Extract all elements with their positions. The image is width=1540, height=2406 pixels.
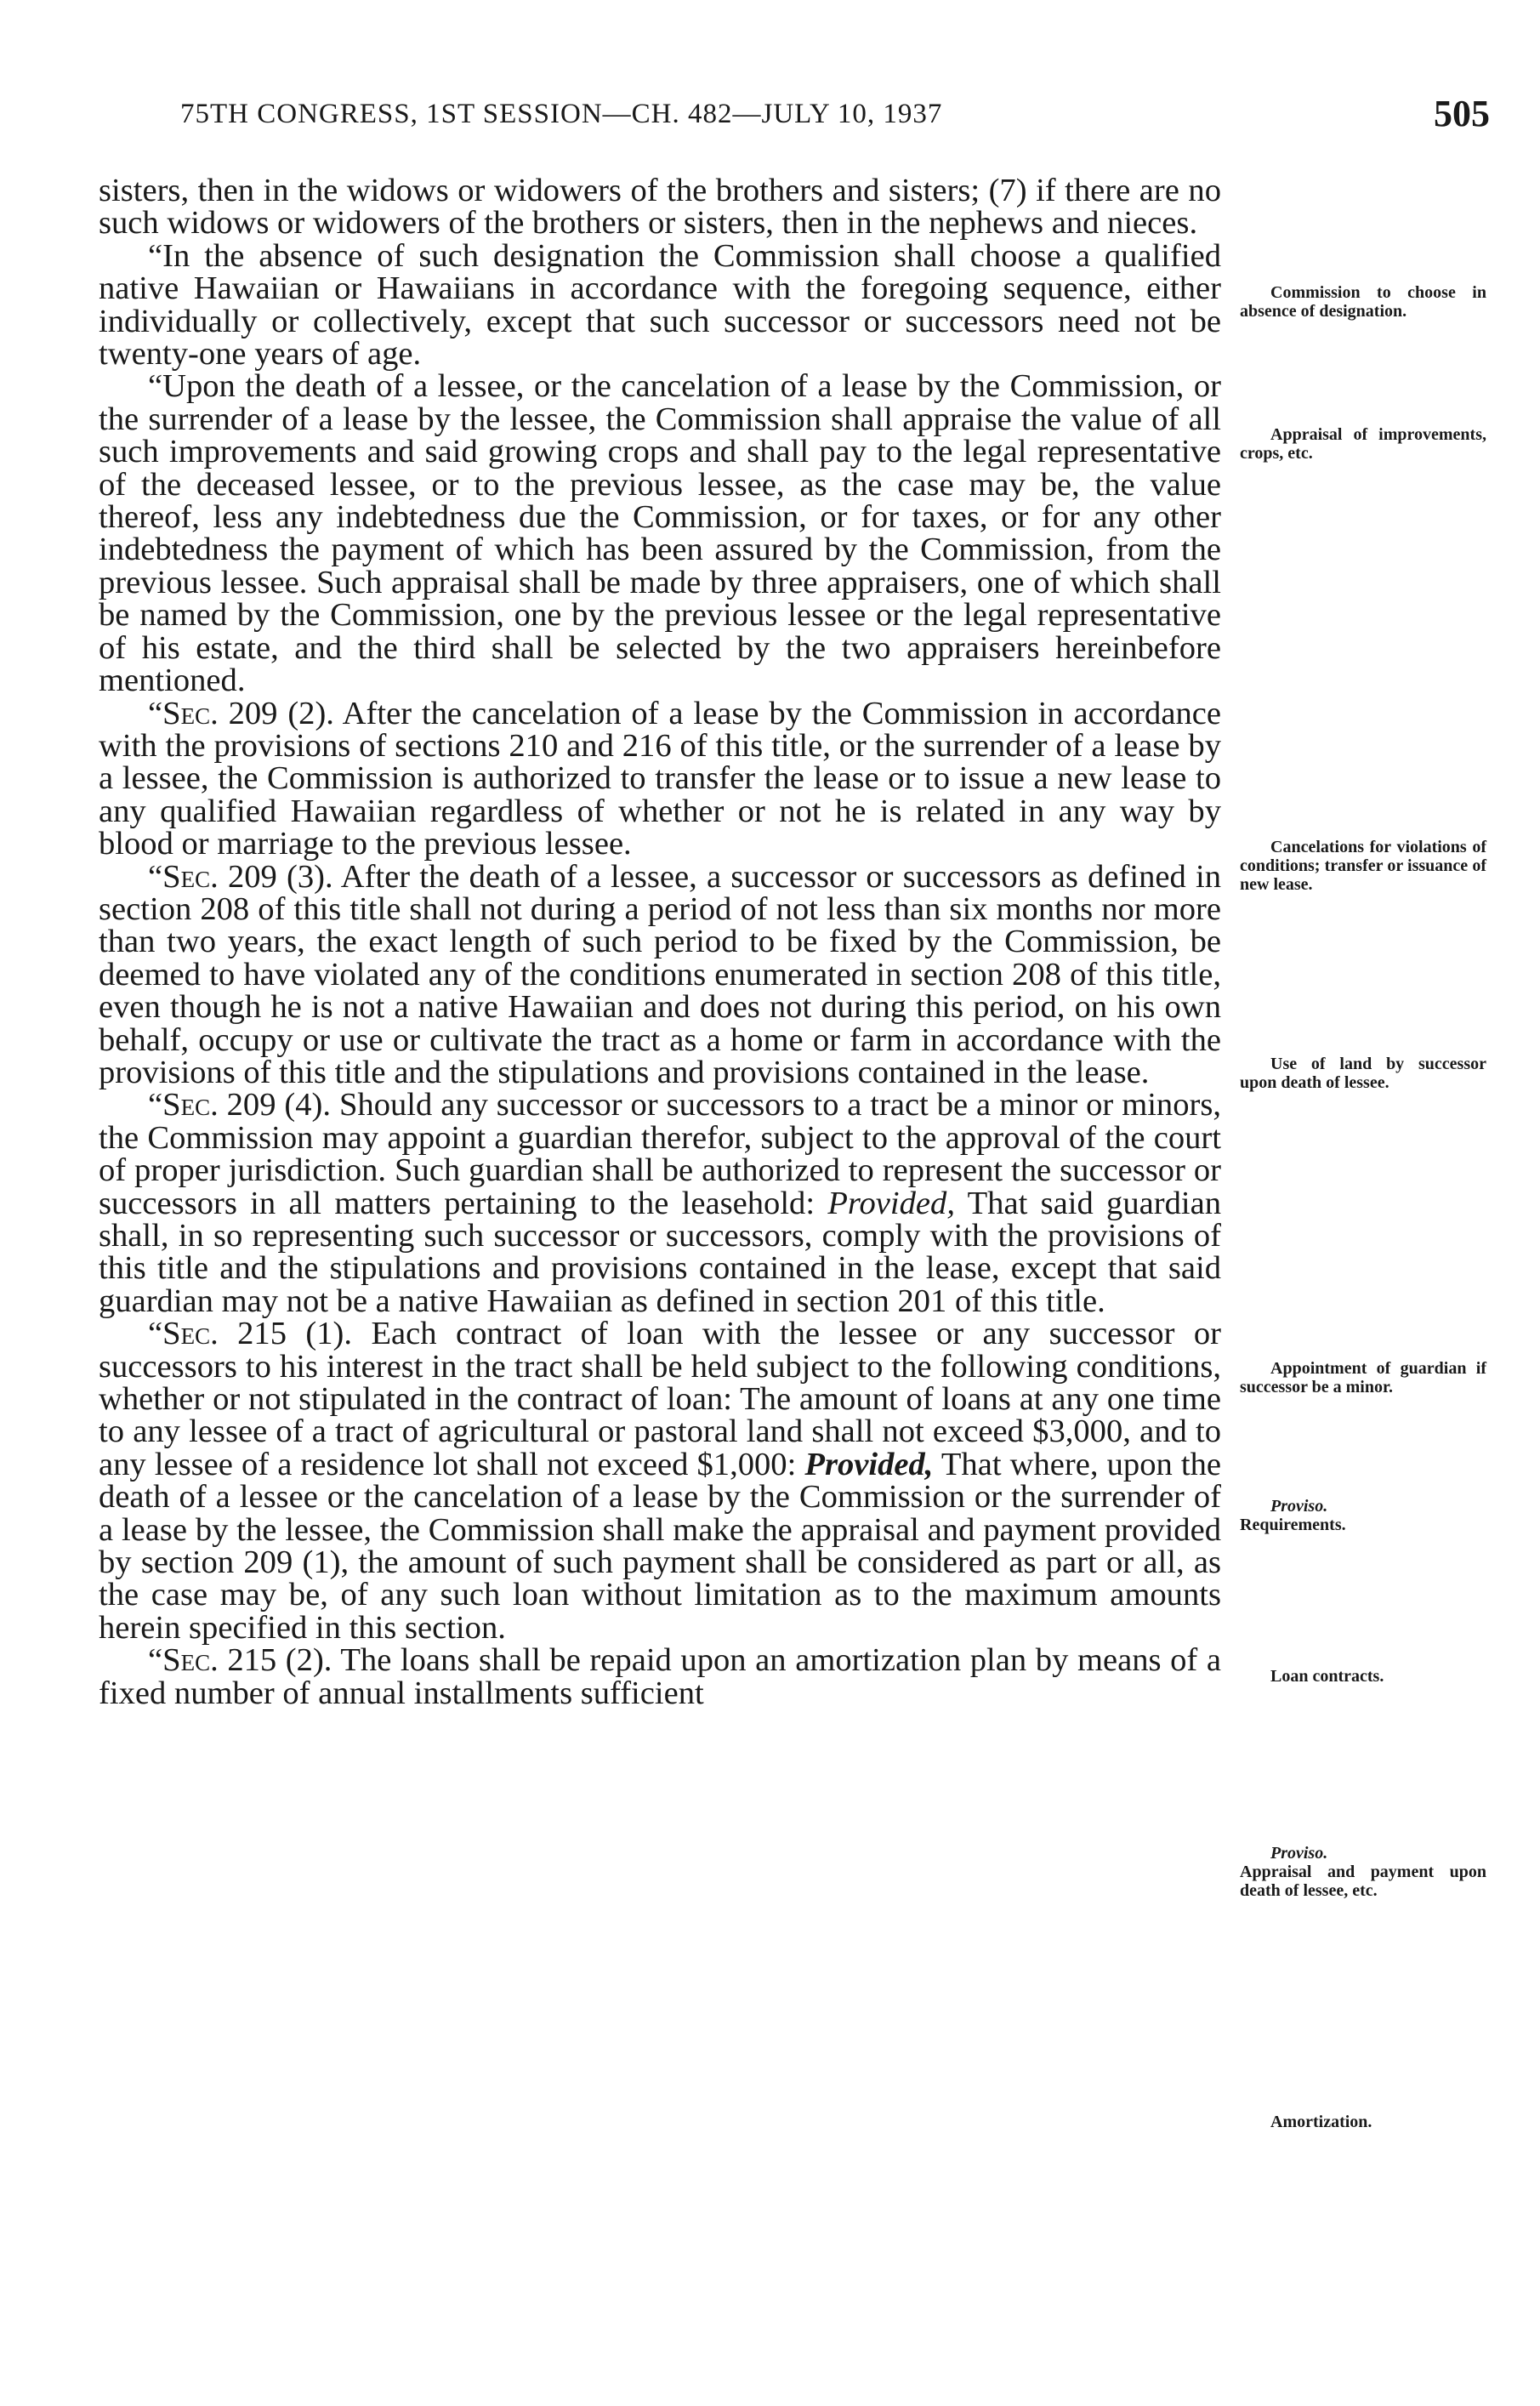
paragraph-appraisal xyxy=(99,370,1221,697)
margin-note-text: Requirements. xyxy=(1240,1516,1346,1534)
margin-note-use-of-land: Use of land by successor upon death of lessee. xyxy=(1240,1055,1486,1092)
section-label: Sec. xyxy=(162,1087,219,1123)
margin-note-appraisal: Appraisal of improvements, crops, etc. xyxy=(1240,425,1486,463)
paragraph-sec-209-4 xyxy=(99,1089,1221,1317)
open-quote: “ xyxy=(148,1087,163,1123)
margin-note-amortization: Amortization. xyxy=(1270,2113,1372,2131)
open-quote: “ xyxy=(148,1316,163,1352)
paragraph-sec-209-2 xyxy=(99,697,1221,861)
open-quote: “ xyxy=(148,695,163,731)
margin-note-appraisal-payment xyxy=(1240,1844,1486,1900)
section-label: Sec. xyxy=(162,858,219,895)
paragraph-text: That where, upon the death of a lessee or the cancelation of a lease by the Commission or the surrender of a lease by the lessee, the Commission shall make the appraisal and payment provided by section 209 (1), the amount of such payment shall be considered as part or all, as the case may be, of any such loan without limitation as to the maximum amounts herein specified in this section. xyxy=(99,1446,1221,1646)
paragraph-text: 215 (2). The loans shall be repaid upon an amortization plan by means of a fixed number of annual installments sufficient xyxy=(99,1642,1221,1711)
section-label: Sec. xyxy=(162,695,219,731)
open-quote: “ xyxy=(148,858,163,895)
paragraph-text: “Upon the death of a lessee, or the cancelation of a lease by the Commission, or the surrender of a lease by the lessee, the Commission shall appraise the value of all such improvements and said growing crops and shall pay to the legal representative of the deceased lessee, or to the previous lessee, as the case may be, the value thereof, less any indebtedness due the Commission, or for taxes, or for any other indebtedness the payment of which has been assured by the Commission, from the previous lessee. Such appraisal shall be made by three appraisers, one of which shall be named by the Commission, one by the previous lessee or the legal representative of his estate, and the third shall be selected by the two appraisers hereinbefore mentioned. xyxy=(99,368,1221,699)
section-label: Sec. xyxy=(162,1316,219,1352)
paragraph-continuation xyxy=(99,174,1221,240)
paragraph-text: 209 (3). After the death of a lessee, a successor or successors as defined in section 208 of this title shall not during a period of not less than six months nor more than two years, the exact length of such period to be fixed by the Commission, be deemed to have violated any of the conditions enumerated in section 208 of this title, even though he is not a native Hawaiian and does not during this period, on his own behalf, occupy or use or cultivate the tract as a home or farm in accordance with the provisions of this title and the stipulations and provisions contained in the lease. xyxy=(99,858,1221,1090)
paragraph-text: 209 (4). Should any successor or successors to a tract be a minor or minors, the Commission may appoint a guardian therefor, subject to the approval of the court of proper jurisdiction. Such guardian shall be authorized to represent the successor or successors in all matters pertaining to the leasehold: xyxy=(99,1087,1221,1221)
paragraph-sec-209-3 xyxy=(99,858,1221,1090)
proviso-label: Proviso. xyxy=(1270,1497,1328,1516)
margin-note-guardian: Appointment of guardian if successor be a minor. xyxy=(1240,1359,1486,1396)
page-number: 505 xyxy=(1434,93,1490,134)
paragraph-text: “In the absence of such designation the Commission shall choose a qualified native Hawaiian or Hawaiians in accordance with the foregoing sequence, either individually or collectively, except that such successor or successors need not be twenty-one years of age. xyxy=(99,237,1221,373)
paragraph-sec-215-1 xyxy=(99,1317,1221,1644)
paragraph-text: That said guardian shall, in so representing such successor or successors, comply with the provisions of this title and the stipulations and provisions contained in the lease, except that said guardian may not be a native Hawaiian as defined in section 201 of this title. xyxy=(99,1185,1222,1319)
open-quote: “ xyxy=(148,1642,163,1679)
running-head: 75TH CONGRESS, 1ST SESSION—CH. 482—JULY 10, 1937 xyxy=(180,99,943,129)
statute-body xyxy=(99,174,1221,1709)
margin-notes xyxy=(1240,0,1486,2406)
proviso-label: Proviso. xyxy=(1270,1844,1328,1863)
paragraph-text: sisters, then in the widows or widowers of the brothers and sisters; (7) if there are no such widows or widowers of the brothers or sisters, then in the nephews and nieces. xyxy=(99,173,1221,242)
margin-note-loan-contracts: Loan contracts. xyxy=(1270,1667,1384,1686)
paragraph-text: 215 (1). Each contract of loan with the lessee or any successor or successors to his interest in the tract shall be held subject to the following conditions, whether or not stipulated in the contract of loan: The amount of loans at any one time to any lessee of a tract of agricultural or pastoral land shall not exceed $3,000, and to any lessee of a residence lot shall not exceed $1,000: xyxy=(99,1316,1221,1482)
provided-word: Provided, xyxy=(804,1446,934,1482)
provided-word: Provided, xyxy=(827,1185,955,1221)
margin-note-commission-choose: Commission to choose in absence of designation. xyxy=(1240,283,1486,321)
paragraph-text: 209 (2). After the cancelation of a lease by the Commission in accordance with the provisions of sections 210 and 216 of this title, or the surrender of a lease by a lessee, the Commission is authorized to transfer the lease or to issue a new lease to any qualified Hawaiian regardless of whether or not he is related in any way by blood or marriage to the previous lessee. xyxy=(99,695,1221,862)
margin-note-requirements xyxy=(1240,1497,1486,1534)
margin-note-text: Appraisal and payment upon death of lessee, etc. xyxy=(1240,1863,1486,1900)
section-label: Sec. xyxy=(162,1642,219,1679)
paragraph-designation xyxy=(99,237,1221,373)
margin-note-cancelations: Cancelations for violations of conditions; transfer or issuance of new lease. xyxy=(1240,838,1486,894)
paragraph-sec-215-2 xyxy=(99,1644,1221,1709)
